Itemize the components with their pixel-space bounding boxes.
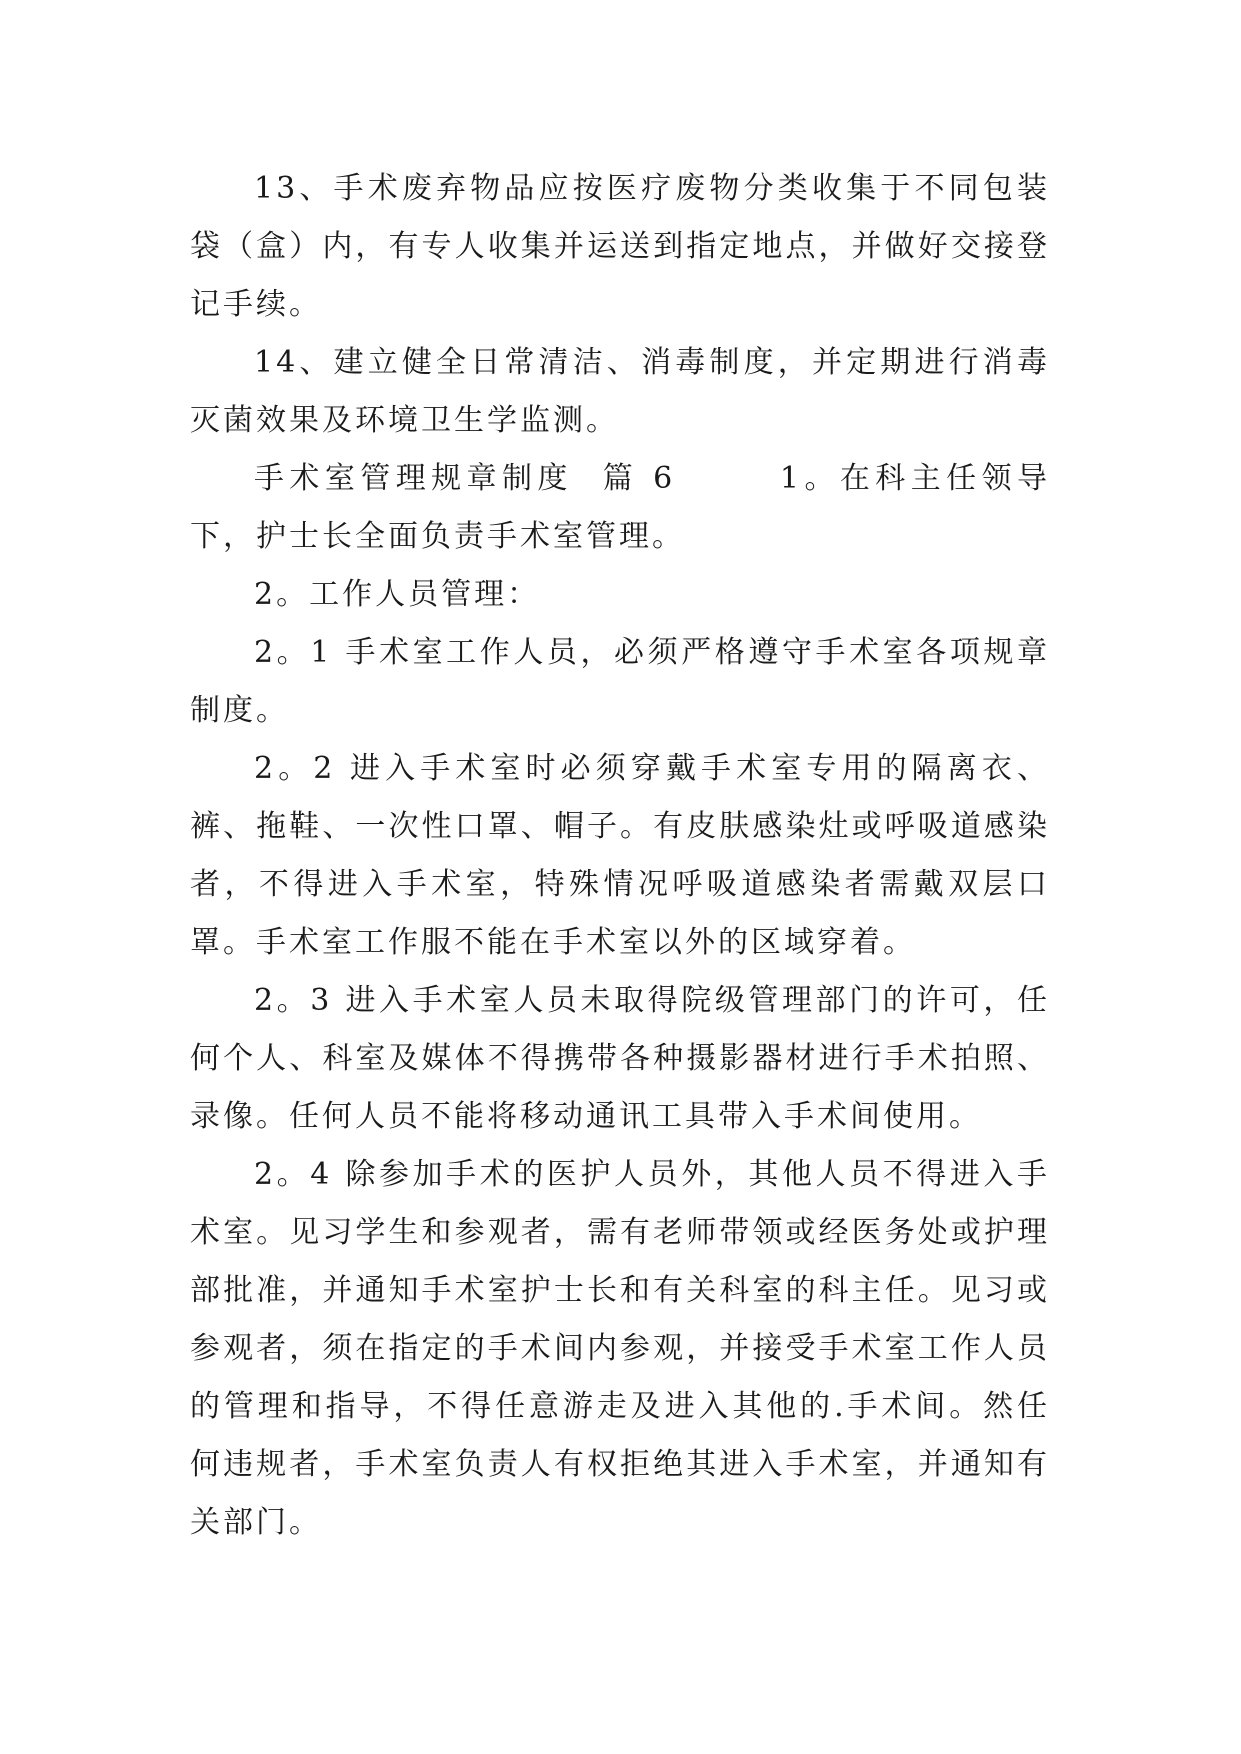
paragraph-item-14-cleaning: 14、建立健全日常清洁、消毒制度，并定期进行消毒灭菌效果及环境卫生学监测。 — [190, 345, 1050, 438]
paragraph-section-6-intro: 手术室管理规章制度 篇 6 1。在科主任领导下，护士长全面负责手术室管理。 — [190, 461, 1050, 554]
document-body — [190, 160, 1050, 1552]
paragraph-2-1: 2。1 手术室工作人员，必须严格遵守手术室各项规章制度。 — [190, 635, 1050, 728]
paragraph-staff-management: 2。工作人员管理： — [254, 577, 541, 612]
paragraph-2-2: 2。2 进入手术室时必须穿戴手术室专用的隔离衣、裤、拖鞋、一次性口罩、帽子。有皮肤感染灶或呼吸道感染者，不得进入手术室，特殊情况呼吸道感染者需戴双层口罩。手术室工作服不能在手术室以外的区域穿着。 — [190, 751, 1050, 960]
paragraph-2-4: 2。4 除参加手术的医护人员外，其他人员不得进入手术室。见习学生和参观者，需有老师带领或经医务处或护理部批准，并通知手术室护士长和有关科室的科主任。见习或参观者，须在指定的手术间内参观，并接受手术室工作人员的管理和指导，不得任意游走及进入其他的.手术间。然任何违规者，手术室负责人有权拒绝其进入手术室，并通知有关部门。 — [190, 1157, 1050, 1540]
paragraph-item-13-waste: 13、手术废弃物品应按医疗废物分类收集于不同包装袋（盒）内，有专人收集并运送到指定地点，并做好交接登记手续。 — [190, 171, 1050, 322]
paragraph-2-3: 2。3 进入手术室人员未取得院级管理部门的许可，任何个人、科室及媒体不得携带各种摄影器材进行手术拍照、录像。任何人员不能将移动通讯工具带入手术间使用。 — [190, 983, 1050, 1134]
